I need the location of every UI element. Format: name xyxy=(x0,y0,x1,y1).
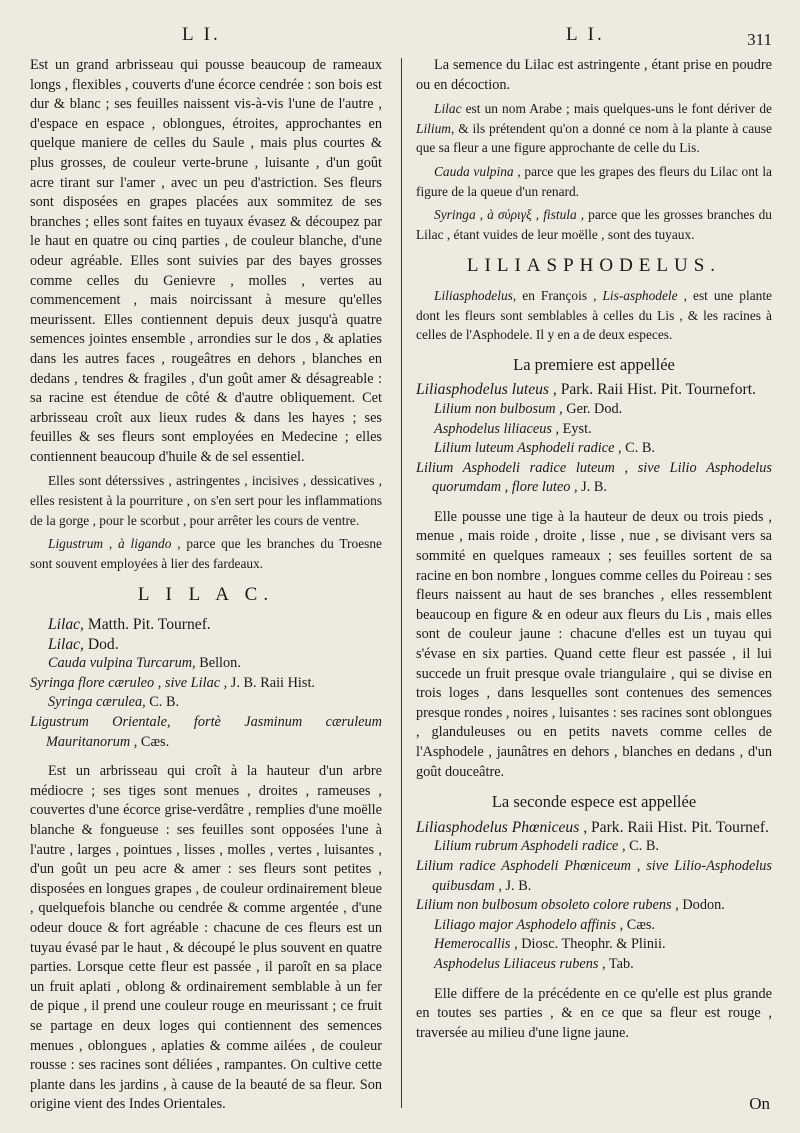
latin-term: Lis-asphodele xyxy=(602,287,678,303)
synonym-name: Lilac, xyxy=(48,635,84,653)
synonym-line xyxy=(416,439,772,459)
right-column xyxy=(416,56,772,1047)
synonym-line xyxy=(30,635,382,655)
synonym-line xyxy=(30,674,382,694)
left-column xyxy=(30,56,382,1119)
latin-term: Cauda vulpina , xyxy=(434,163,521,179)
synonym-authority: J. B. xyxy=(577,479,608,496)
synonym-authority: Eyst. xyxy=(559,420,592,437)
paragraph-liliasphodelus-intro xyxy=(416,286,772,345)
synonym-line xyxy=(30,693,382,713)
synonym-authority: Park. Raii Hist. Pit. Tournef. xyxy=(587,818,769,836)
synonym-name: Asphodelus Liliaceus rubens , xyxy=(434,955,606,972)
synonym-authority: Tab. xyxy=(605,955,634,972)
page-number: 311 xyxy=(747,30,772,49)
paragraph-arbrisseau-description: Est un grand arbrisseau qui pousse beaucoup de rameaux longs , flexibles , couverts d'une écorce cendrée : son bois est dur & blanc ; ses feuilles naissent vis-à-vis l'une de l'autre , d'espace en espace , oblongues, étroites, approchantes en quelque maniere de celles du Saule , mais plus courtes & plus grosses, de couleur verte-brune , luisante , d'un goût acre tirant sur l'amer , avec un peu d'astriction. Ses fleurs sont disposées en grapes placées aux sommitez de ses branches ; elles sont faites en tuyaux évasez & découpez par le haut en quatre ou cinq parties , de couleur blanche, d'une odeur agréable. Elles sont suivies par des bayes grosses comme celles du Genievre , molles , vertes au commencement , mais noircissant à mesure qu'elles meurissent. Elles contiennent depuis deux jusqu'à quatre semences jointes ensemble , arrondies sur le dos , & aplaties dans les autres faces , rougeâtres en dehors , blanches en dedans , tendres & fragiles , d'un goût amer & désagreable : sa racine est étendue de côté & d'autre obliquement. Cet arbrisseau croît aux lieux rudes & dans les hayes ; ses feuilles & ses fleurs sont employées en Medecine ; elles contiennent beaucoup d'huile & de sel essentiel. xyxy=(30,57,382,465)
synonym-name: Cauda vulpina Turcarum, xyxy=(48,655,196,672)
synonym-authority: Matth. Pit. Tournef. xyxy=(83,616,211,634)
synonym-authority: Dod. xyxy=(83,635,119,653)
synonym-name: Lilium rubrum Asphodeli radice , xyxy=(434,838,626,855)
latin-term: Liliasphodelus xyxy=(434,287,513,303)
synonym-line xyxy=(416,916,772,936)
synonym-name: Liliasphodelus luteus , xyxy=(416,381,557,399)
synonym-line xyxy=(30,713,382,752)
synonym-authority: C. B. xyxy=(625,838,659,855)
synonym-name: Liliago major Asphodelo affinis , xyxy=(434,916,624,933)
subheading-first-species: La premiere est appellée xyxy=(513,354,675,374)
paragraph-cauda-vulpina xyxy=(416,162,772,201)
synonym-name: Syringa flore cæruleo , sive Lilac , xyxy=(30,674,228,691)
latin-term: Lilium xyxy=(416,120,451,136)
synonym-line xyxy=(416,935,772,955)
paragraph-lilac-etymology xyxy=(416,99,772,158)
synonym-authority: C. B. xyxy=(621,440,655,457)
synonym-line xyxy=(416,955,772,975)
synonym-authority: Ger. Dod. xyxy=(562,400,623,417)
synonym-line xyxy=(416,380,772,400)
synonym-name: Ligustrum Orientale, fortè Jasminum cæruleum Mauritanorum , xyxy=(30,714,382,750)
synonym-name: Lilium radice Asphodeli Phœniceum , sive Lilio-Asphodelus quibusdam , xyxy=(416,857,772,894)
synonym-line xyxy=(416,818,772,838)
synonym-authority: Park. Raii Hist. Pit. Tournefort. xyxy=(556,381,756,399)
paragraph-text: , est une plante dont les fleurs sont semblables à celles du Lis , & les racines à celles de l'Asphodele. Il y en a de deux especes. xyxy=(416,287,772,343)
synonym-name: Syringa cærulea, xyxy=(48,694,146,711)
latin-term: Lilac xyxy=(434,101,462,117)
running-head-left: L I. xyxy=(182,24,221,45)
synonym-line xyxy=(416,896,772,916)
synonym-line xyxy=(416,857,772,896)
synonym-authority: J. B. Raii Hist. xyxy=(227,674,315,691)
paragraph-text: , en François , xyxy=(512,287,603,303)
paragraph-text: , & ils prétendent qu'on a donné ce nom à la plante à cause que sa fleur a une figure approchante de celle du Lis. xyxy=(416,120,772,156)
synonym-line xyxy=(30,654,382,674)
paragraph-text: parce que les grosses branches du Lilac , étant vuides de leur moëlle , sont des tuyaux. xyxy=(416,207,772,242)
synonym-name: Liliasphodelus Phœniceus , xyxy=(416,818,588,836)
paragraph-first-species-description: Elle pousse une tige à la hauteur de deux ou trois pieds , menue , mais roide , droite , lisse , nue , se divisant vers sa sommité en quelques rameaux ; ses feuilles sortent de sa racine en bon nombre , longues comme celles du Poireau : ses fleurs naissent au haut de ses branches , elles ressemblent beaucoup en figure & en odeur aux fleurs du Lis , mais elles sont de couleur jaune : chacune d'elles est un tuyau qui s'évase en six parties. Quand cette fleur est passée , il lui succede un fruit presque ovale triangulaire , qui se divise en trois loges , dans lesquelles sont contenues des semences presque rondes , noires , luisantes : ses racines sont oblongues , glanduleuses ou en petits navets comme celles de l'Asphodele , jaunâtres en dehors , blanches en dedans , d'un goût douceâtre. xyxy=(416,508,772,780)
paragraph-text: parce que les grapes des fleurs du Lilac ont la figure de la queue d'un renard. xyxy=(416,163,772,199)
paragraph-lilac-description: Est un arbrisseau qui croît à la hauteur d'un arbre médiocre ; ses tiges sont menues , droites , rameuses , couvertes d'une écorce grise-verdâtre , remplies d'une moëlle blanche & fongueuse : ses feuilles sont opposées l'une à l'autre , larges , pointues , lisses , molles , vertes , luisantes , d'un goût un peu acre & amer : ses fleurs sont petites , disposées en longues grapes , de couleur ordinairement bleue , quelquefois blanche ou cendrée & comme argentée , d'une odeur douce & fort agréable : chacune de ces fleurs est un tuyau évasé par le haut , & découpé le plus souvent en quatre parties. Lorsque cette fleur est passée , il paroît en sa place un fruit aplati , oblong & ordinairement semblable à un fer de pique , il prend une couleur rouge en meurissant ; ce fruit se partage en deux loges qui contiennent des semences menues , oblongues , aplaties & comme ailées , de couleur rousse : ses racines sont déliées , rampantes. On cultive cette plante dans les jardins , à cause de la beauté de sa fleur. Son origine vient des Indes Orientales. xyxy=(30,763,382,1113)
subheading-second-species: La seconde espece est appellée xyxy=(491,792,697,812)
synonym-name: Lilium Asphodeli radice luteum , sive Lilio Asphodelus quorumdam , flore luteo , xyxy=(416,459,772,496)
synonym-line xyxy=(416,400,772,420)
synonym-authority: J. B. xyxy=(501,877,532,894)
synonym-authority: Cæs. xyxy=(623,916,655,933)
paragraph-syringa xyxy=(416,205,772,244)
synonym-line xyxy=(416,420,772,440)
section-title-liliasphodelus: LILIASPHODELUS. xyxy=(466,255,722,277)
synonym-authority: Cæs. xyxy=(137,733,170,750)
synonym-authority: Diosc. Theophr. & Plinii. xyxy=(517,936,666,953)
paragraph-properties: Elles sont déterssives , astringentes , incisives , dessicatives , elles resistent à la pourriture , on s'en sert pour les inflammations de la gorge , pour le scorbut , pour arrêter les cours de ventre. xyxy=(30,473,382,528)
synonym-authority: C. B. xyxy=(145,694,180,711)
synonym-name: Lilac, xyxy=(48,616,84,634)
latin-term: Ligustrum , à ligando , xyxy=(48,536,181,552)
synonym-line xyxy=(416,459,772,498)
paragraph-second-species-description: Elle differe de la précédente en ce qu'elle est plus grande en toutes ses parties , & en ce que sa fleur est rouge , traversée au milieu d'une ligne jaune. xyxy=(416,985,772,1041)
synonym-authority: Bellon. xyxy=(195,655,241,672)
synonym-line xyxy=(416,837,772,857)
paragraph-ligustrum-etymology xyxy=(30,534,382,573)
catchword: On xyxy=(749,1094,770,1113)
running-head-right: L I. xyxy=(566,24,605,45)
paragraph-text: est un nom Arabe ; mais quelques-uns le font dériver de xyxy=(461,101,772,117)
section-title-lilac: L I L A C. xyxy=(137,584,275,606)
paragraph-lilac-seed: La semence du Lilac est astringente , étant prise en poudre ou en décoction. xyxy=(416,57,772,93)
synonym-name: Lilium non bulbosum , xyxy=(434,400,563,417)
synonym-name: Hemerocallis , xyxy=(434,936,518,953)
synonym-authority: Dodon. xyxy=(678,897,725,914)
synonym-name: Lilium non bulbosum obsoleto colore rubens , xyxy=(416,897,679,914)
synonym-name: Asphodelus liliaceus , xyxy=(434,420,560,437)
synonym-name: Lilium luteum Asphodeli radice , xyxy=(434,440,622,457)
column-rule xyxy=(401,58,402,1108)
latin-term: Syringa , à σύριγξ , fistula , xyxy=(434,207,585,223)
paragraph-text: parce que les branches du Troesne sont souvent employées à lier des fardeaux. xyxy=(30,536,383,571)
synonym-line xyxy=(30,615,382,635)
